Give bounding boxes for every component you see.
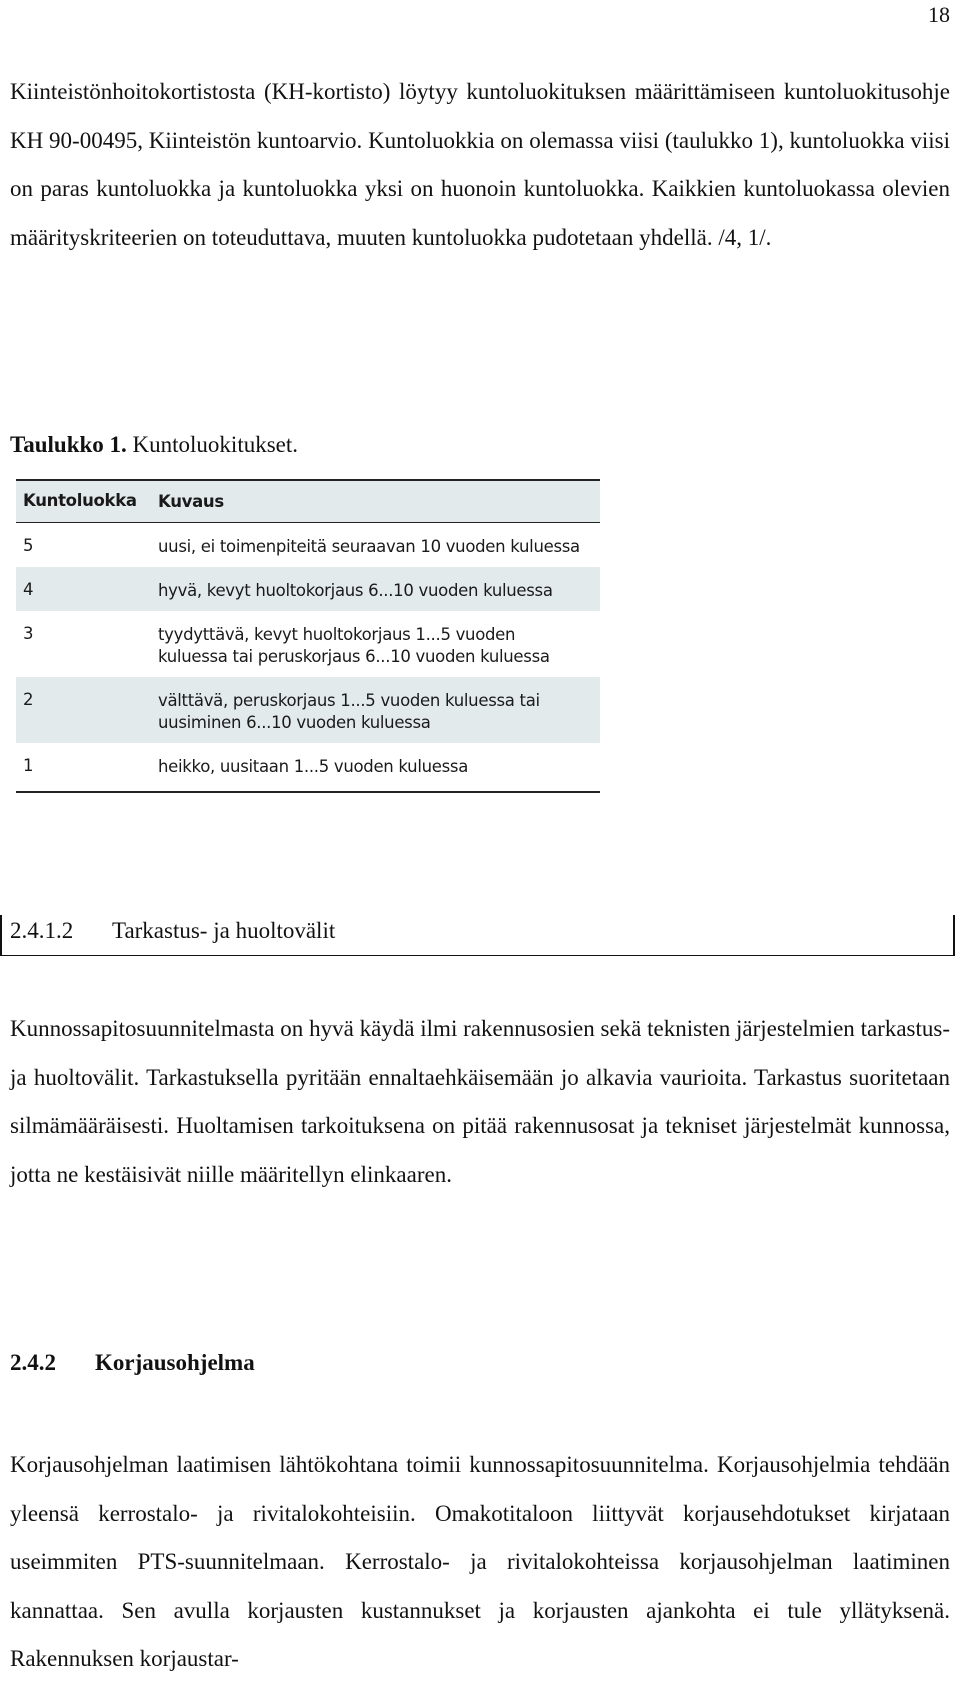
table-header-row [16, 481, 600, 523]
table-row [16, 677, 600, 743]
table-header-class: Kuntoluokka [23, 491, 137, 510]
table-row [16, 611, 600, 677]
table-caption-label: Taulukko 1. [10, 432, 127, 457]
table-cell-description: hyvä, kevyt huoltokorjaus 6...10 vuoden kuluessa [158, 581, 553, 600]
section-number: 2.4.2 [10, 1350, 56, 1375]
table-cell-description: heikko, uusitaan 1...5 vuoden kuluessa [158, 757, 469, 776]
table-row [16, 743, 600, 789]
subsection-number: 2.4.1.2 [10, 918, 74, 943]
table-cell-class: 2 [23, 690, 34, 709]
table-cell-description: uusi, ei toimenpiteitä seuraavan 10 vuoden kuluessa [158, 537, 580, 556]
table-cell-class: 5 [23, 536, 34, 555]
paragraph-repair-program: Korjausohjelman laatimisen lähtökohtana toimii kunnossapitosuunnitelma. Korjausohjelmia tehdään yleensä kerrostalo- ja rivitalokohteisiin. Omakotitaloon liittyvät korjausehdotukset kirjataan useimmiten PTS-suunnitelmaan. Kerrostalo- ja rivitalokohteissa korjausohjelman laatiminen kannattaa. Sen avulla korjausten kustannukset ja korjausten ajankohta ei tule yllätyksenä. Rakennuksen korjaustar- [10, 1452, 950, 1671]
table-caption-title: Kuntoluokitukset. [132, 432, 299, 457]
table-cell-class: 1 [23, 756, 34, 775]
section-heading [10, 1350, 255, 1376]
subsection-heading [10, 918, 335, 944]
section-title: Korjausohjelma [95, 1350, 255, 1375]
paragraph-intro: Kiinteistönhoitokortistosta (KH-kortisto) löytyy kuntoluokituksen määrittämiseen kuntoluokitusohje KH 90-00495, Kiinteistön kuntoarvio. Kuntoluokkia on olemassa viisi (taulukko 1), kuntoluokka viisi on paras kuntoluokka ja kuntoluokka yksi on huonoin kuntoluokka. Kaikkien kuntoluokassa olevien määrityskriteerien on toteuduttava, muuten kuntoluokka pudotetaan yhdellä. /4, 1/. [10, 79, 950, 250]
table-cell-description: tyydyttävä, kevyt huoltokorjaus 1...5 vuoden kuluessa tai peruskorjaus 6...10 vuoden kuluessa [158, 625, 550, 666]
subsection-title: Tarkastus- ja huoltovälit [112, 918, 336, 943]
condition-class-table [16, 479, 600, 793]
paragraph-inspection: Kunnossapitosuunnitelmasta on hyvä käydä ilmi rakennusosien sekä teknisten järjestelmien tarkastus- ja huoltovälit. Tarkastuksella pyritään ennaltaehkäisemään jo alkavia vaurioita. Tarkastus suoritetaan silmämääräisesti. Huoltamisen tarkoituksena on pitää rakennusosat ja tekniset järjestelmät kunnossa, jotta ne kestäisivät niille määritellyn elinkaaren. [10, 1016, 950, 1187]
table-cell-class: 3 [23, 624, 34, 643]
page-number: 18 [928, 2, 950, 27]
table-row [16, 523, 600, 567]
table-header-description: Kuvaus [158, 492, 224, 511]
table-cell-class: 4 [23, 580, 34, 599]
table-cell-description: välttävä, peruskorjaus 1...5 vuoden kuluessa tai uusiminen 6...10 vuoden kuluessa [158, 691, 540, 732]
table-row [16, 567, 600, 611]
table-caption [10, 432, 298, 458]
